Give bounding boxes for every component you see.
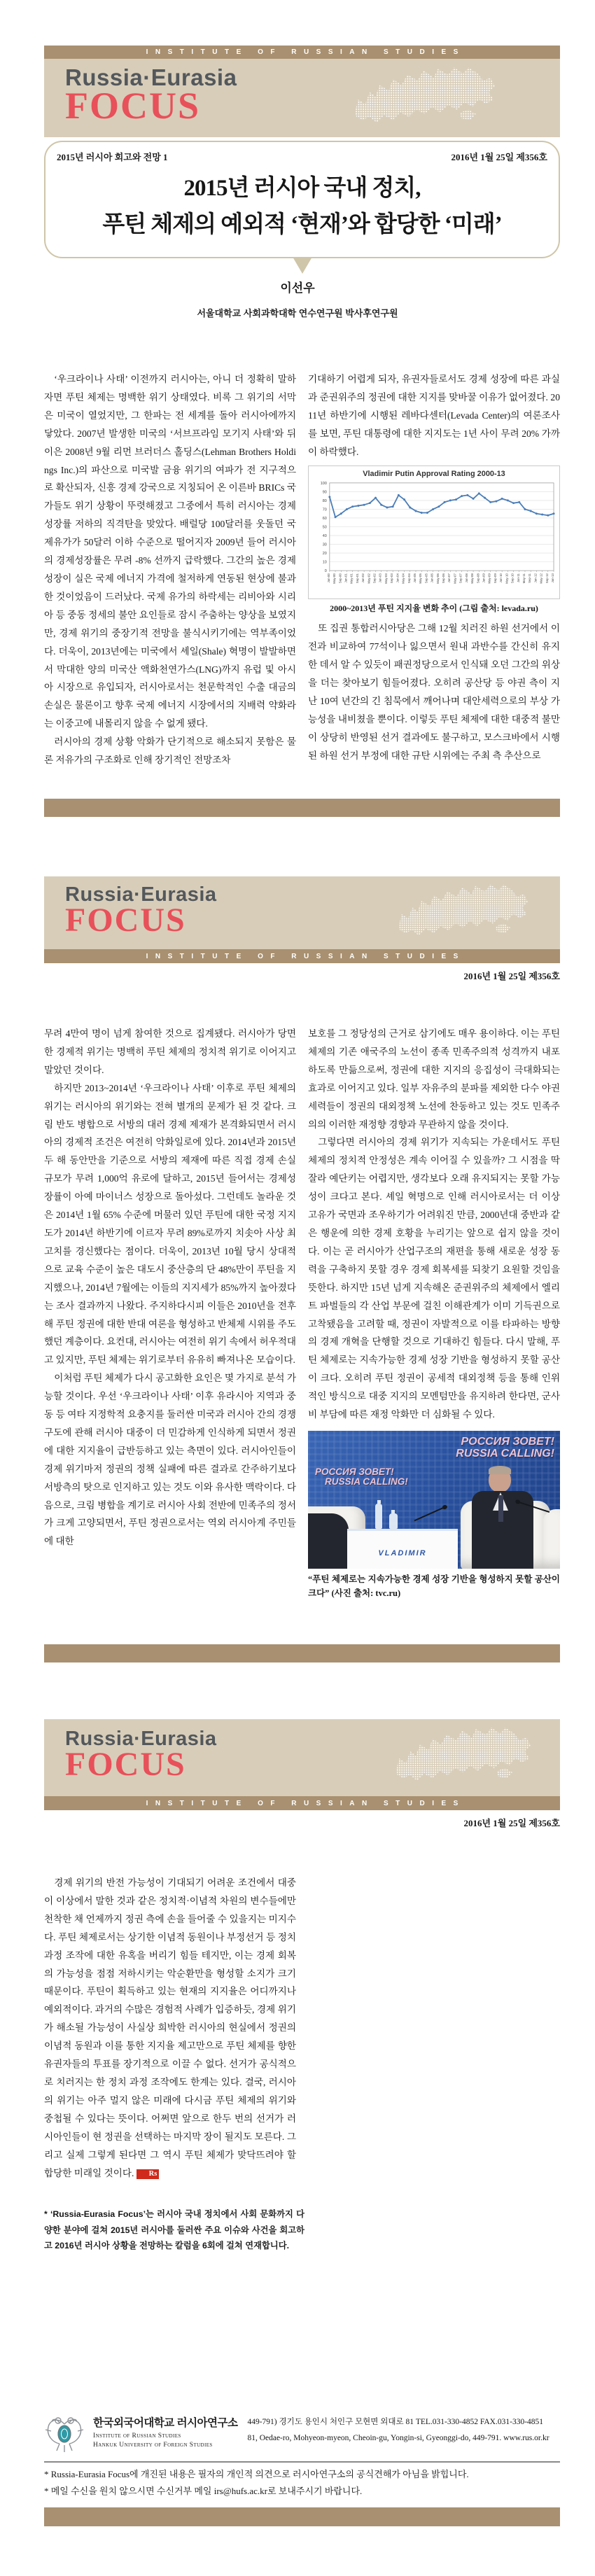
paragraph-text: 경제 위기의 반전 가능성이 기대되기 어려운 조건에서 대중이 이상에서 말한 것과 같은 정치적·이념적 차원의 변수들에만 천착한 채 언제까지 정권 측에 손을 들어줄 수 있을지는 미지수다. 푸틴 체제로서는 상기한 이념적 동원이나 부정선거 등 정치 과정 조작에 대한 유혹을 버리기 힘들 테지만, 이는 경제 회복의 가능성을 점점 저하시키는 악순환만을 형성할 소지가 크기 때문이다. 푸틴이 획득하고 있는 현재의 지지율은 어디까지나 예외적이다. 과거의 수많은 경험적 사례가 입증하듯, 경제 위기가 해소될 가능성이 사실상 희박한 러시아의 현실에서 정권의 이념적 동원과 이를 통한 지지율 제고만으로 푸틴 체제를 향한 유권자들의 투표를 장기적으로 이끌 수 없다. 선거가 공식적으로 치러지는 한 정치 과정 조작에도 한계는 있다. 결국, 러시아의 위기는 아주 멀지 않은 미래에 다시금 푸틴 체제의 위기와 중첩될 수 있다는 뜻이다. 어쩌면 앞으로 한두 번의 선거가 러시아인들이 현 정권을 선택하는 마지막 장이 될지도 모른다. 그리고 실제 그렇게 된다면 그 역시 푸틴 체제가 맞닥뜨려야 할 합당한 미래일 것이다.: [44, 1877, 296, 2178]
page1-column-left: [44, 370, 296, 783]
svg-text:70: 70: [322, 507, 327, 512]
brand-logo: [65, 64, 237, 127]
russia-calling-banner: [315, 1467, 408, 1487]
svg-text:Sep-00: Sep-00: [338, 573, 342, 583]
article-title: [46, 170, 559, 243]
series-topic: 2015년 러시아 회고와 전망 1: [57, 152, 168, 162]
brand-line-russia-eurasia: Russia·Eurasia: [65, 64, 237, 90]
rs-endmark-icon: Rs: [136, 2169, 159, 2179]
svg-text:May-06: May-06: [435, 573, 440, 584]
svg-text:Jan-00: Jan-00: [326, 573, 330, 583]
svg-text:90: 90: [322, 489, 327, 494]
page-3: [0, 1719, 595, 2526]
russia-calling-banner: [456, 1436, 554, 1460]
article-title-line1: 2015년 러시아 국내 정치,: [183, 176, 421, 201]
putin-hair: [489, 1466, 511, 1474]
brand-line-russia-eurasia: Russia·Eurasia: [65, 1728, 217, 1750]
brand-logo: [65, 1728, 217, 1783]
svg-text:40: 40: [322, 533, 327, 538]
paragraph: 무려 4만여 명이 넘게 참여한 것으로 집계됐다. 러시아가 당면한 경제적 위기는 명백히 푸틴 체제의 정치적 위기로 이어지고 말았던 것이다.: [44, 1028, 296, 1075]
footer: [44, 2414, 560, 2457]
author-affiliation: 서울대학교 사회과학대학 연수연구원 박사후연구원: [197, 308, 398, 318]
institute-banner-label: INSTITUTE OF RUSSIAN STUDIES: [146, 48, 465, 56]
svg-text:May-03: May-03: [384, 573, 388, 584]
nameplate: VLADIMIR: [378, 1548, 427, 1558]
institute-banner-label: INSTITUTE OF RUSSIAN STUDIES: [146, 952, 465, 960]
org-en-line1: Institute of Russian Studies: [93, 2432, 181, 2440]
svg-text:Jan-05: Jan-05: [412, 573, 416, 583]
svg-text:May-02: May-02: [367, 573, 371, 584]
series-footnote: * ‘Russia-Eurasia Focus’는 러시아 국내 정치에서 사회 문화까지 다양한 분야에 걸쳐 2015년 러시아를 둘러싼 주요 이슈와 사건을 회고하고 2016년 러시아 상황을 전망하는 칼럼을 6회에 걸쳐 연재합니다.: [44, 2209, 304, 2251]
page-2: [0, 876, 595, 1662]
institute-banner: [44, 949, 560, 963]
page-1: [0, 46, 595, 817]
svg-text:Jan-02: Jan-02: [361, 573, 365, 583]
svg-text:Jan-11: Jan-11: [516, 573, 520, 582]
svg-text:Jan-08: Jan-08: [464, 573, 468, 583]
speaker-table: [347, 1529, 458, 1569]
photo-caption: “푸틴 체제로는 지속가능한 경제 성장 기반을 형성하지 못할 공산이 크다” (사진 출처: tvc.ru): [308, 1574, 560, 1598]
panelist-silhouette: [308, 1513, 349, 1569]
brand-line-focus: FOCUS: [65, 85, 201, 127]
banner-russian-text: РОССИЯ ЗОВЕТ!: [461, 1435, 554, 1448]
org-name-korean: 한국외국어대학교 러시아연구소: [93, 2417, 238, 2430]
paragraph: 기대하기 어렵게 되자, 유권자들로서도 경제 성장에 따른 과실과 준권위주의 정권에 대한 지지를 맞바꿀 이유가 없어졌다. 2011년 하반기에 시행된 레바다센터(Levada Center)의 여론조사를 보면, 푸틴 대통령에 대한 지지도는 1년 사이 무려 20% 가까이 하락했다.: [308, 374, 560, 457]
svg-text:Sep-03: Sep-03: [390, 573, 394, 583]
putin-tie: [498, 1495, 503, 1522]
paragraph: 그렇다면 러시아의 경제 위기가 지속되는 가운데서도 푸틴 체제의 정치적 안정성은 계속 이어질 수 있을까? 그 시점을 딱 잘라 예단키는 어렵지만, 생각보다 오래 유지되지는 못할 가능성이 크다고 본다. 셰일 혁명으로 인해 러시아로서는 더 이상 고유가 국면과 조우하기가 어려워진 만큼, 2000년대 중반과 같은 행운에 의한 경제 호황을 누리기는 앞으로 쉽지 않을 것이다. 이는 곧 러시아가 산업구조의 재편을 통해 새로운 성장 동력을 구축하지 못할 경우 경제 회복세를 되찾기 요원할 것임을 뜻한다. 하지만 15년 넘게 지속해온 준권위주의 체제에서 엘리트 파벌들의 각 산업 부문에 걸친 이해관계가 이미 기득권으로 고착됐음을 고려할 때, 정권이 자발적으로 이를 타파하는 방향의 경제 개혁을 단행할 것으로 기대하긴 힘들다. 다시 말해, 푸틴 체제로는 지속가능한 경제 성장 기반을 형성하지 못할 공산이 크다. 오히려 푸틴 정권이 공세적 대외정책 등을 통해 인위적인 방식으로 대중 지지의 모멘텀만을 유지하려 한다면, 군사비 부담에 따른 재정 악화만 더 심화될 수 있다.: [308, 1137, 560, 1420]
paragraph: 보호를 그 정당성의 근거로 삼기에도 매우 용이하다. 이는 푸틴 체제의 기존 애국주의 노선이 종족 민족주의적 성격까지 내포하도록 만듦으로써, 정권에 대한 지지의 응집성이 극대화되는 효과로 이어지고 있다. 일부 자유주의 분파를 제외한 다수 야권 세력들이 정권의 대외정책 노선에 찬동하고 있는 것도 민족주의의 이러한 재정향 경향과 무관하지 않을 것이다.: [308, 1028, 560, 1130]
banner-russian-text: РОССИЯ ЗОВЕТ!: [315, 1466, 394, 1477]
footer-org-block: [93, 2414, 237, 2450]
page2-column-right: [308, 1025, 560, 1630]
page2-footer-bar: [44, 1644, 560, 1662]
russia-map-dotted-icon: [368, 879, 556, 949]
page3-body: [44, 1874, 560, 2185]
footer-address-block: [247, 2414, 549, 2446]
org-en-line2: Hankuk University of Foreign Studies: [93, 2442, 213, 2449]
svg-text:50: 50: [322, 525, 327, 530]
svg-text:Jan-09: Jan-09: [482, 573, 486, 583]
banner-english-text: RUSSIA CALLING!: [325, 1476, 408, 1488]
svg-text:Sep-01: Sep-01: [355, 573, 359, 583]
page3-column-left: [44, 1874, 296, 2185]
paragraph: 러시아의 경제 상황 악화가 단기적으로 해소되지 못함은 물론 저유가의 구조화로 인해 장기적인 전망조차: [44, 736, 296, 766]
svg-text:100: 100: [320, 481, 327, 486]
svg-text:Jan-06: Jan-06: [430, 573, 434, 583]
article-title-line2: 푸틴 체제의 예외적 ‘현재’와 합당한 ‘미래’: [102, 212, 502, 238]
paragraph: [44, 1874, 296, 2182]
svg-text:Jan-03: Jan-03: [378, 573, 382, 583]
svg-text:Sep-02: Sep-02: [372, 573, 377, 583]
masthead: [44, 1719, 560, 1796]
brand-line-russia-eurasia: Russia·Eurasia: [65, 883, 217, 906]
russia-map-dotted-icon: [290, 62, 556, 137]
page3-column-right-empty: [308, 1874, 560, 2185]
footer-divider: [44, 2461, 560, 2463]
paragraph: ‘우크라이나 사태’ 이전까지 러시아는, 아니 더 정확히 말하자면 푸틴 체제는 명백한 위기 상태였다. 비록 그 위기의 서막은 미국이 열었지만, 그 한파는 전 세계를 돌아 러시아에까지 닿았다. 2007년 발생한 미국의 ‘서브프라임 모기지 사태’와 뒤이은 2008년 9월 리먼 브러더스 홀딩스(Lehman Brothers Holdings Inc.)의 파산으로 미국발 금융 위기의 여파가 전 지구적으로 확산되자, 신흥 경제 강국으로 지칭되어 온 이른바 BRICs 국가들도 위기 상황이 뚜렷해졌고 그중에서 특히 러시아는 경제성장률 저하의 직격탄을 맞았다. 배럴당 100달러를 웃돌던 국제유가가 50달러 이하 수준으로 떨어지자 2009년 들어 러시아의 경제성장률은 무려 -8% 선까지 급락했다. 그간의 높은 경제 성장이 실은 국제 에너지 가격에 철저하게 연동된 현상에 불과한 것이었음이 드러났다. 국제 유가의 하락세는 리비아와 시리아 등 중동 정세의 불안 요인들로 잠시 주춤하는 양상을 보였지만, 경제 위기의 중장기적 전망을 불식시키기에는 역부족이었다. 더욱이, 2013년에는 미국에서 셰일(Shale) 혁명이 발발하면서 막대한 양의 미국산 액화천연가스(LNG)까지 유럽 및 아시아 시장으로 유입되자, 러시아로서는 천문학적인 수출 대금의 손실은 물론이고 향후 국제 에너지 시장에서의 지배력 약화라는 이중고에 내몰리지 않을 수 없게 됐다.: [44, 374, 296, 729]
svg-text:Sep-11: Sep-11: [528, 573, 532, 583]
footer-notes: [44, 2466, 560, 2499]
page1-footer-bar: [44, 799, 560, 817]
banner-english-text: RUSSIA CALLING!: [456, 1447, 554, 1460]
svg-text:60: 60: [322, 516, 327, 521]
svg-text:Sep-05: Sep-05: [424, 573, 428, 583]
issue-date: 2016년 1월 25일 제356호: [463, 971, 560, 981]
institute-banner: [44, 1796, 560, 1810]
page1-body: [44, 370, 560, 783]
svg-text:Jan-07: Jan-07: [447, 573, 451, 583]
chart-caption: 2000~2013년 푸틴 지지율 변화 추이 (그림 출처: levada.ru): [330, 603, 538, 614]
title-bubble: [44, 141, 560, 258]
armchair: [543, 1509, 560, 1569]
masthead: [44, 59, 560, 137]
page3-footer-bar: [44, 2507, 560, 2526]
svg-text:May-10: May-10: [505, 573, 509, 584]
svg-text:Jan-13: Jan-13: [551, 573, 555, 583]
svg-text:Sep-07: Sep-07: [458, 573, 463, 583]
page2-body: [44, 1025, 560, 1630]
russia-map-dotted-icon: [368, 1722, 556, 1795]
brand-logo: [65, 883, 217, 939]
putin-approval-chart: [308, 465, 560, 600]
institute-emblem-icon: [44, 2414, 88, 2457]
svg-text:10: 10: [322, 560, 327, 565]
svg-text:Vladimir Putin Approval Rating: Vladimir Putin Approval Rating 2000-13: [363, 469, 505, 478]
svg-text:Sep-12: Sep-12: [545, 573, 549, 583]
water-glass: [389, 1513, 398, 1529]
paragraph: 하지만 2013~2014년 ‘우크라이나 사태’ 이후로 푸틴 체제의 위기는 러시아의 위기와는 전혀 별개의 문제가 된 것 같다. 크림 반도 병합으로 서방의 대러 경제 제재가 본격화되면서 러시아의 경제적 조건은 여전히 악화일로에 있다. 2014년과 2015년 두 해 동안만을 기준으로 서방의 제재에 따른 직접 경제 손실 규모가 무려 1,000억 유로에 달하고, 2015년 들어서는 경제성장률이 아예 마이너스 성장으로 돌아섰다. 그런데도 놀라운 것은 2014년 1월 65% 수준에 머물러 있던 푸틴에 대한 국정 지지도가 2014년 하반기에 이르자 무려 89%로까지 치솟아 사상 최고치를 경신했다는 점이다. 더욱이, 2013년 10월 당시 상대적으로 교육 수준이 높은 대도시 중산층의 단 48%만이 푸틴을 지지했으나, 2014년 7월에는 이들의 지지세가 85%까지 높아졌다는 조사 결과까지 나왔다. 주지하다시피 이들은 2010년을 전후해 푸틴 정권에 대한 반대 여론을 형성하고 반체제 시위를 주도했던 계층이다. 요컨대, 러시아는 여전히 위기 속에서 허우적대고 있지만, 푸틴 체제는 위기로부터 유유히 빠져나온 모습이다.: [44, 1082, 296, 1366]
address-english: 81, Oedae-ro, Mohyeon-myeon, Cheoin-gu, Yongin-si, Gyeonggi-do, 449-791. www.rus.or.kr: [247, 2434, 550, 2443]
svg-text:Sep-10: Sep-10: [510, 573, 514, 583]
svg-text:May-07: May-07: [453, 573, 457, 584]
svg-text:Sep-09: Sep-09: [493, 573, 497, 583]
author-name: 이선우: [280, 281, 315, 295]
svg-text:May-09: May-09: [487, 573, 491, 584]
putin-forum-photo: [308, 1431, 560, 1569]
address-korean: 449-791) 경기도 용인시 처인구 모현면 외대로 81 TEL.031-330-4852 FAX.031-330-4851: [247, 2418, 544, 2427]
svg-text:May-11: May-11: [522, 573, 526, 583]
svg-text:0: 0: [324, 568, 327, 573]
svg-text:May-04: May-04: [401, 573, 405, 584]
institute-banner-top: [44, 46, 560, 59]
brand-line-focus: FOCUS: [65, 1746, 186, 1783]
svg-text:May-08: May-08: [470, 573, 475, 584]
issue-date: 2016년 1월 25일 제356호: [463, 1818, 560, 1828]
svg-text:May-05: May-05: [419, 573, 423, 584]
page1-column-right: [308, 370, 560, 783]
svg-text:May-01: May-01: [349, 573, 354, 584]
svg-text:Jan-01: Jan-01: [344, 573, 348, 583]
page2-column-left: [44, 1025, 296, 1630]
svg-text:May-00: May-00: [332, 573, 337, 584]
svg-text:20: 20: [322, 551, 327, 556]
svg-text:Jan-12: Jan-12: [533, 573, 538, 583]
water-bottle: [375, 1504, 382, 1529]
disclaimer-note: * Russia-Eurasia Focus에 개진된 내용은 필자의 개인적 의견으로 러시아연구소의 공식견해가 아님을 밝힙니다.: [44, 2469, 469, 2480]
svg-text:Sep-08: Sep-08: [476, 573, 480, 583]
org-name-english: [93, 2432, 237, 2450]
issue-date: 2016년 1월 25일 제356호: [451, 152, 547, 162]
svg-text:Sep-06: Sep-06: [442, 573, 446, 583]
svg-text:30: 30: [322, 542, 327, 547]
unsubscribe-note: * 메일 수신을 원치 않으시면 수신거부 메일 irs@hufs.ac.kr로 보내주시기 바랍니다.: [44, 2485, 363, 2496]
brand-line-focus: FOCUS: [65, 902, 186, 939]
institute-banner-label: INSTITUTE OF RUSSIAN STUDIES: [146, 1799, 465, 1807]
svg-text:Jan-10: Jan-10: [499, 573, 503, 583]
paragraph: 또 집권 통합러시아당은 그해 12월 치러진 하원 선거에서 이전과 비교하여 77석이나 잃으면서 원내 과반수를 간신히 유지한 데서 알 수 있듯이 패권정당으로서 인식돼 오던 그간의 위상을 더는 찾아보기 힘들어졌다. 오히려 공산당 등 야권 측이 지난 10여 년간의 긴 침묵에서 깨어나며 대안세력으로의 부상 가능성을 내비쳤을 뿐이다. 이렇듯 푸틴 체제에 대한 대중적 불만이 상당히 반영된 선거 결과에도 불구하고, 모스크바에서 시행된 하원 선거 부정에 대한 규탄 시위에는 주최 측 추산으로: [308, 623, 560, 761]
paragraph: 이처럼 푸틴 체제가 다시 공고화한 요인은 몇 가지로 분석 가능할 것이다. 우선 ‘우크라이나 사태’ 이후 유라시아 지역과 중동 등 여타 지정학적 요충지를 둘러싼 미국과 러시아 간의 경쟁 구도에 관해 러시아 대중이 더 민감하게 인식하게 되면서 정권에 대한 지지율이 급반등하고 있는 측면이 있다. 러시아인들이 경제 위기마저 정권의 정책 실패에 따른 결과로 간주하기보다 서방측의 탓으로 인지하고 있는 것도 이와 유사한 맥락이다. 다음으로, 크림 병합을 계기로 러시아 사회 전반에 민족주의 정서가 크게 고양되면서, 푸틴 정권으로서는 역외 러시아계 주민들에 대한: [44, 1373, 297, 1547]
svg-text:May-12: May-12: [539, 573, 543, 584]
masthead: [44, 876, 560, 949]
svg-text:Sep-04: Sep-04: [407, 573, 411, 583]
svg-text:Jan-04: Jan-04: [396, 573, 400, 583]
svg-text:80: 80: [322, 498, 327, 503]
